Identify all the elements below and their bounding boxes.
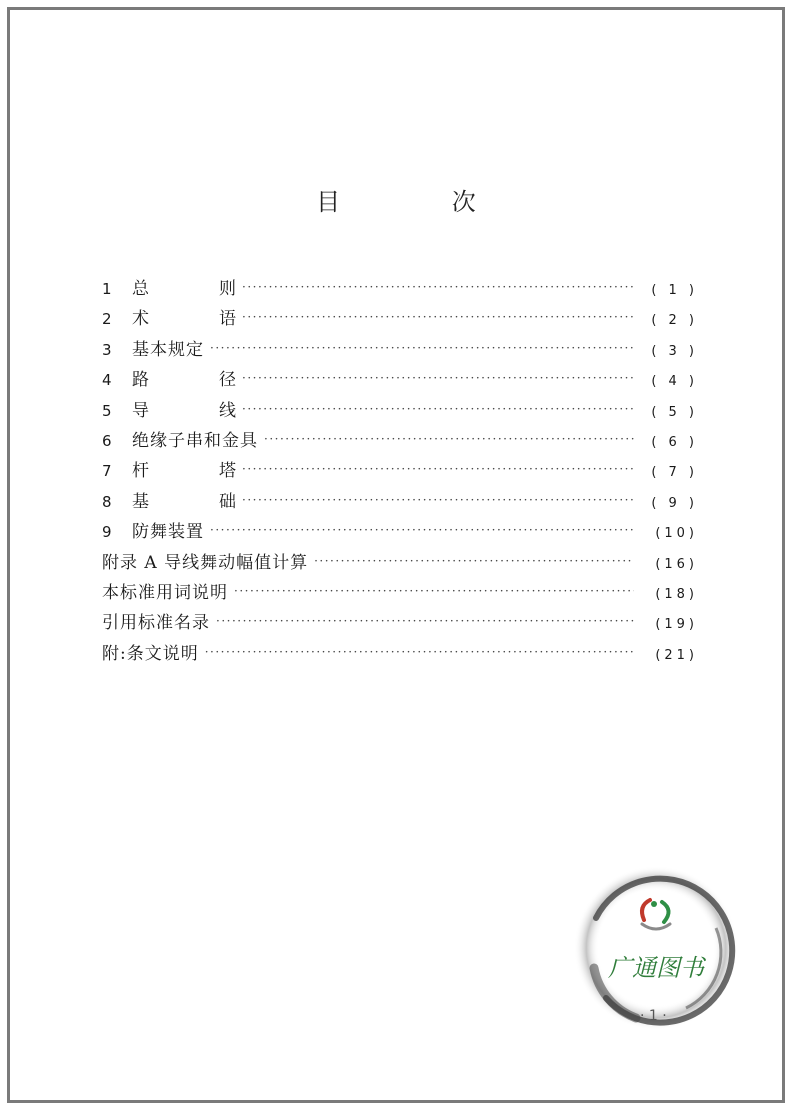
toc-entry-number: 3 — [102, 340, 112, 359]
toc-entry-title: 导 线 — [132, 400, 236, 421]
toc-entry — [102, 304, 698, 334]
toc-entry — [102, 548, 698, 578]
toc-entry-page: ( 7 ) — [651, 465, 698, 481]
toc-leader-dots — [234, 576, 634, 606]
toc-entry-page: ( 6 ) — [651, 434, 698, 450]
page-title: 目 次 — [316, 188, 528, 216]
toc-entry-page: ( 9 ) — [651, 495, 698, 511]
toc-leader-dots — [314, 546, 634, 576]
page-frame — [7, 7, 785, 1103]
toc-entry — [102, 456, 698, 486]
toc-entry-page: ( 1 ) — [651, 283, 698, 298]
toc-entry — [102, 365, 698, 395]
toc-entry-title: 术 语 — [132, 309, 236, 330]
toc-entry — [102, 335, 698, 365]
toc-leader-dots — [242, 302, 634, 332]
toc-entry — [102, 426, 698, 456]
page-number: · 1 · — [640, 1008, 667, 1024]
toc-entry-page: ( 4 ) — [651, 374, 698, 390]
toc-entry-page: (16) — [655, 556, 698, 572]
toc-entry — [102, 608, 698, 638]
toc-entry-title: 绝缘子串和金具 — [132, 430, 258, 451]
toc-entry-title: 杆 塔 — [132, 461, 236, 482]
toc-entry-number: 2 — [102, 310, 112, 329]
toc-entry-page: (19) — [655, 617, 698, 633]
toc-entry-number: 4 — [102, 371, 112, 390]
toc-entry-page: ( 2 ) — [651, 313, 698, 329]
toc-entry-title: 附:条文说明 — [102, 643, 199, 664]
toc-leader-dots — [242, 272, 634, 302]
toc-leader-dots — [210, 515, 634, 545]
toc-entry — [102, 274, 698, 304]
toc-entry-title: 基本规定 — [132, 339, 204, 360]
toc-entry-number: 9 — [102, 523, 112, 542]
toc-leader-dots — [242, 394, 634, 424]
toc-entry-number: 8 — [102, 492, 112, 511]
toc-leader-dots — [216, 606, 634, 636]
toc-leader-dots — [242, 363, 634, 393]
toc-entry-title: 防舞装置 — [132, 522, 204, 543]
toc-entry-title: 引用标准名录 — [102, 613, 210, 634]
toc-leader-dots — [242, 485, 634, 515]
toc-entry-number: 6 — [102, 431, 112, 450]
seal-ink-wash — [574, 866, 738, 1030]
toc-entry-page: ( 3 ) — [651, 343, 698, 359]
toc-entry — [102, 487, 698, 517]
toc-leader-dots — [205, 637, 634, 667]
toc-entry-page: ( 5 ) — [651, 404, 698, 420]
toc-entry-number: 7 — [102, 462, 112, 481]
toc-entry-page: (21) — [655, 647, 698, 663]
toc-entry-title: 本标准用词说明 — [102, 582, 228, 603]
toc-leader-dots — [242, 454, 634, 484]
toc-entry — [102, 639, 698, 669]
toc-entry-number: 1 — [102, 280, 112, 298]
table-of-contents — [102, 274, 698, 669]
toc-entry-number: 5 — [102, 401, 112, 420]
seal-text: 广通图书 — [608, 954, 704, 982]
toc-entry — [102, 517, 698, 547]
toc-leader-dots — [264, 424, 634, 454]
toc-entry — [102, 578, 698, 608]
toc-entry-title: 路 径 — [132, 370, 236, 391]
toc-entry-title: 基 础 — [132, 491, 236, 512]
toc-leader-dots — [210, 333, 634, 363]
toc-entry-title: 附录 A 导线舞动幅值计算 — [102, 552, 309, 573]
toc-entry — [102, 396, 698, 426]
toc-entry-page: (18) — [655, 586, 698, 602]
toc-entry-title: 总 则 — [132, 279, 236, 299]
toc-entry-page: (10) — [655, 526, 698, 542]
